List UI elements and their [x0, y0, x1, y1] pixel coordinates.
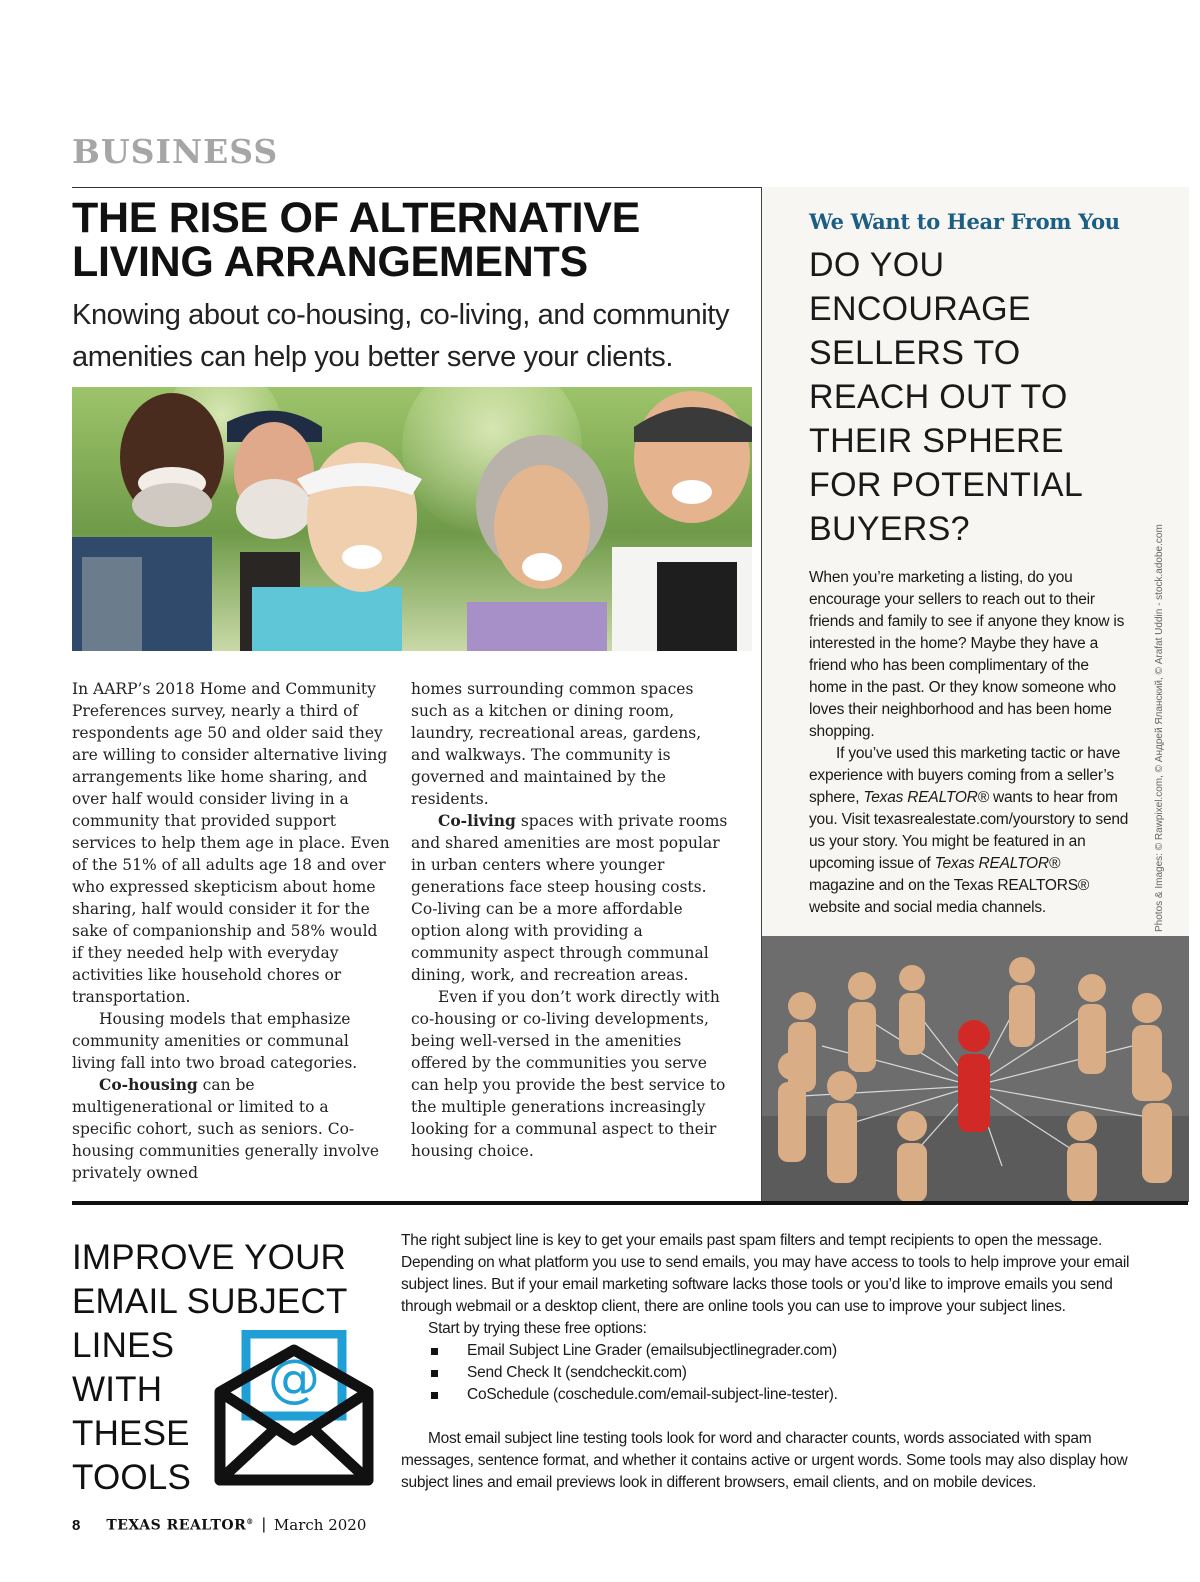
footer-separator: |: [261, 1516, 266, 1533]
photo-credit: Photos & Images: © Rawpixel.com, © Андрей Яланский, © Arafat Uddin - stock.adobe.com: [1154, 524, 1165, 932]
list-item: [401, 1340, 1141, 1362]
sidebar-text: magazine and on the Texas REALTORS® website and social media channels.: [809, 877, 1090, 916]
list-item: [401, 1384, 1141, 1406]
article-paragraph: [411, 810, 733, 986]
section-label: BUSINESS: [72, 132, 279, 171]
sidebar-heading-line: BUYERS?: [809, 510, 970, 548]
page-number: 8: [72, 1516, 81, 1534]
sidebar-paragraph: [809, 743, 1129, 919]
sidebar-paragraph: When you’re marketing a listing, do you encourage your sellers to reach out to their friends and family to see if anyone they know is interested in the home? Maybe they have a friend who has been complimentary of the home in the past. Or they know someone who loves their neighborhood and has been home shopping.: [809, 569, 1125, 740]
magazine-name: Texas REALTOR®: [934, 855, 1061, 872]
email-heading-line: EMAIL SUBJECT: [72, 1282, 348, 1321]
article-paragraph: Housing models that emphasize community amenities or communal living fall into two broad categories.: [72, 1010, 358, 1072]
sidebar-body: [809, 567, 1129, 919]
email-tools-body: [401, 1230, 1141, 1494]
tool-name: Email Subject Line Grader (emailsubjectlinegrader.com): [467, 1342, 837, 1359]
tool-name: CoSchedule (coschedule.com/email-subject-line-tester).: [467, 1386, 838, 1403]
email-paragraph: Start by trying these free options:: [428, 1320, 647, 1337]
sidebar-heading: [809, 243, 1149, 551]
email-paragraph: Most email subject line testing tools look for word and character counts, words associated with spam messages, sentence format, and whether it contains active or urgent words. Some tools may also display how subject lines and email previews look in different browsers, email clients, and on mobile devices.: [401, 1430, 1128, 1491]
sidebar-heading-line: FOR POTENTIAL: [809, 466, 1084, 504]
email-heading-line: IMPROVE YOUR: [72, 1238, 347, 1277]
article-paragraph: [72, 1074, 390, 1184]
magazine-name: Texas REALTOR®: [863, 789, 989, 806]
article-subtitle: Knowing about co-housing, co-living, and community amenities can help you better serve your clients.: [72, 299, 730, 373]
sidebar-kicker: We Want to Hear From You: [809, 209, 1120, 234]
email-paragraph: The right subject line is key to get your emails past spam filters and tempt recipients to open the message. Depending on what platform you use to send emails, you may have access to tools to help improve your email subject lines. But if your email marketing software lacks those tools or you’d like to improve emails you send through webmail or a desktop client, there are online tools you can use to improve your subject lines.: [401, 1232, 1130, 1315]
seniors-group-photo: [72, 387, 752, 651]
svg-text:@: @: [268, 1349, 320, 1409]
article-paragraph: Even if you don’t work directly with co-housing or co-living developments, being well-versed in the amenities offered by the communities you serve can help you provide the best service to the multiple generations increasingly looking for a communal aspect to their housing choice.: [411, 988, 726, 1160]
sidebar-heading-line: THEIR SPHERE: [809, 422, 1064, 460]
section-divider: [72, 1201, 1188, 1205]
seniors-photo-illustration: [72, 387, 752, 651]
sidebar-heading-line: DO YOU: [809, 246, 945, 284]
network-figures-illustration: [762, 936, 1189, 1202]
co-living-definition: spaces with private rooms and shared amenities are most popular in urban centers where younger generations face steep housing costs. Co-living can be a more affordable option along with providing a community aspect through communal dining, work, and recreation areas.: [411, 812, 728, 984]
co-housing-term: Co-housing: [99, 1075, 198, 1094]
article-column-2: [411, 678, 733, 1162]
article-paragraph: homes surrounding common spaces such as a kitchen or dining room, laundry, recreational areas, gardens, and walkways. The community is governed and maintained by the residents.: [411, 680, 702, 808]
tool-name: Send Check It (sendcheckit.com): [467, 1364, 687, 1381]
sidebar-heading-line: SELLERS TO: [809, 334, 1021, 372]
issue-date: March 2020: [273, 1516, 367, 1534]
email-heading-line: LINES: [72, 1326, 175, 1365]
magazine-title: [106, 1517, 253, 1534]
registered-mark: ®: [246, 1516, 254, 1526]
page-footer: [72, 1516, 366, 1534]
list-item: [401, 1362, 1141, 1384]
email-heading-line: WITH: [72, 1370, 163, 1409]
tools-list: [401, 1340, 1141, 1406]
wooden-figures-network-photo: [762, 936, 1189, 1202]
article-title-line-2: LIVING ARRANGEMENTS: [72, 238, 588, 286]
co-housing-definition: can be multigenerational or limited to a specific cohort, such as seniors. Co-housing communities generally involve privately owned: [72, 1076, 380, 1182]
article-column-1: [72, 678, 390, 1184]
article-title: [72, 196, 752, 284]
sidebar-heading-line: ENCOURAGE: [809, 290, 1031, 328]
article-title-line-1: THE RISE OF ALTERNATIVE: [72, 194, 641, 242]
email-heading-line: TOOLS: [72, 1458, 192, 1497]
spacer: [401, 1406, 1141, 1428]
sidebar-text: If you’ve used this marketing tactic or have experience with buyers coming from a seller’s sphere,: [809, 745, 1121, 806]
sidebar-heading-line: REACH OUT TO: [809, 378, 1068, 416]
article-paragraph: In AARP’s 2018 Home and Community Preferences survey, nearly a third of respondents age 50 and older said they are willing to consider alternative living arrangements like home sharing, and over half would consider living in a community that provided support services to help them age in place. Even of the 51% of all adults age 18 and over who expressed skepticism about home sharing, half would consider it for the sake of companionship and 58% would if they needed help with everyday activities like household chores or transportation.: [72, 680, 390, 1006]
email-heading-line: THESE: [72, 1414, 190, 1453]
envelope-at-icon: [212, 1330, 376, 1490]
sidebar-text: wants to hear from you. Visit texasrealestate.com/yourstory to send us your story. You might be featured in an upcoming issue of: [809, 789, 1129, 872]
bullet-icon: [431, 1370, 438, 1377]
magazine-title-text: TEXAS REALTOR: [106, 1517, 247, 1534]
bullet-icon: [431, 1392, 438, 1399]
co-living-term: Co-living: [438, 811, 516, 830]
bullet-icon: [431, 1348, 438, 1355]
sidebar-panel: [761, 187, 1189, 1202]
